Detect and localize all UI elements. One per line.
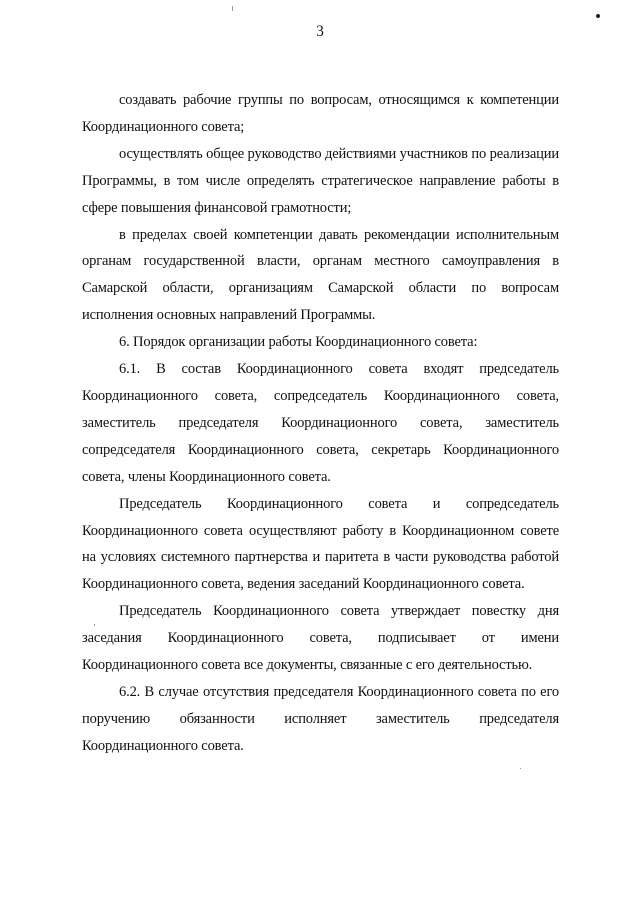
paragraph: 6.2. В случае отсутствия председателя Координационного совета по его поручению обязанности исполняет заместитель председателя Координационного совета. — [82, 683, 559, 754]
scan-mark — [596, 14, 600, 18]
document-body — [82, 87, 559, 760]
paragraph: Председатель Координационного совета утверждает повестку дня заседания Координационного совета, подписывает от имени Координационного совета все документы, связанные с его деятельностью. — [82, 603, 559, 674]
paragraph: в пределах своей компетенции давать рекомендации исполнительным органам государственной власти, органам местного самоуправления в Самарской области, организациям Самарской области по вопросам исполнения основных направлений Программы. — [82, 226, 559, 324]
paragraph: 6.1. В состав Координационного совета входят председатель Координационного совета, сопредседатель Координационного совета, заместитель председателя Координационного совета, заместитель сопредседателя Координационного совета, секретарь Координационного совета, члены Координационного совета. — [82, 361, 559, 485]
paragraph: создавать рабочие группы по вопросам, относящимся к компетенции Координационного совета; — [82, 92, 559, 135]
scan-speck — [520, 768, 521, 769]
section-heading: 6. Порядок организации работы Координационного совета: — [119, 334, 478, 351]
scan-speck — [94, 624, 95, 626]
scan-speck — [232, 6, 233, 11]
paragraph: осуществлять общее руководство действиями участников по реализации Программы, в том числе определять стратегическое направление работы в сфере повышения финансовой грамотности; — [82, 145, 559, 216]
paragraph: Председатель Координационного совета и сопредседатель Координационного совета осуществляют работу в Координационном совете на условиях системного партнерства и паритета в части руководства работой Координационного совета, ведения заседаний Координационного совета. — [82, 495, 559, 593]
page-number: 3 — [316, 23, 324, 40]
